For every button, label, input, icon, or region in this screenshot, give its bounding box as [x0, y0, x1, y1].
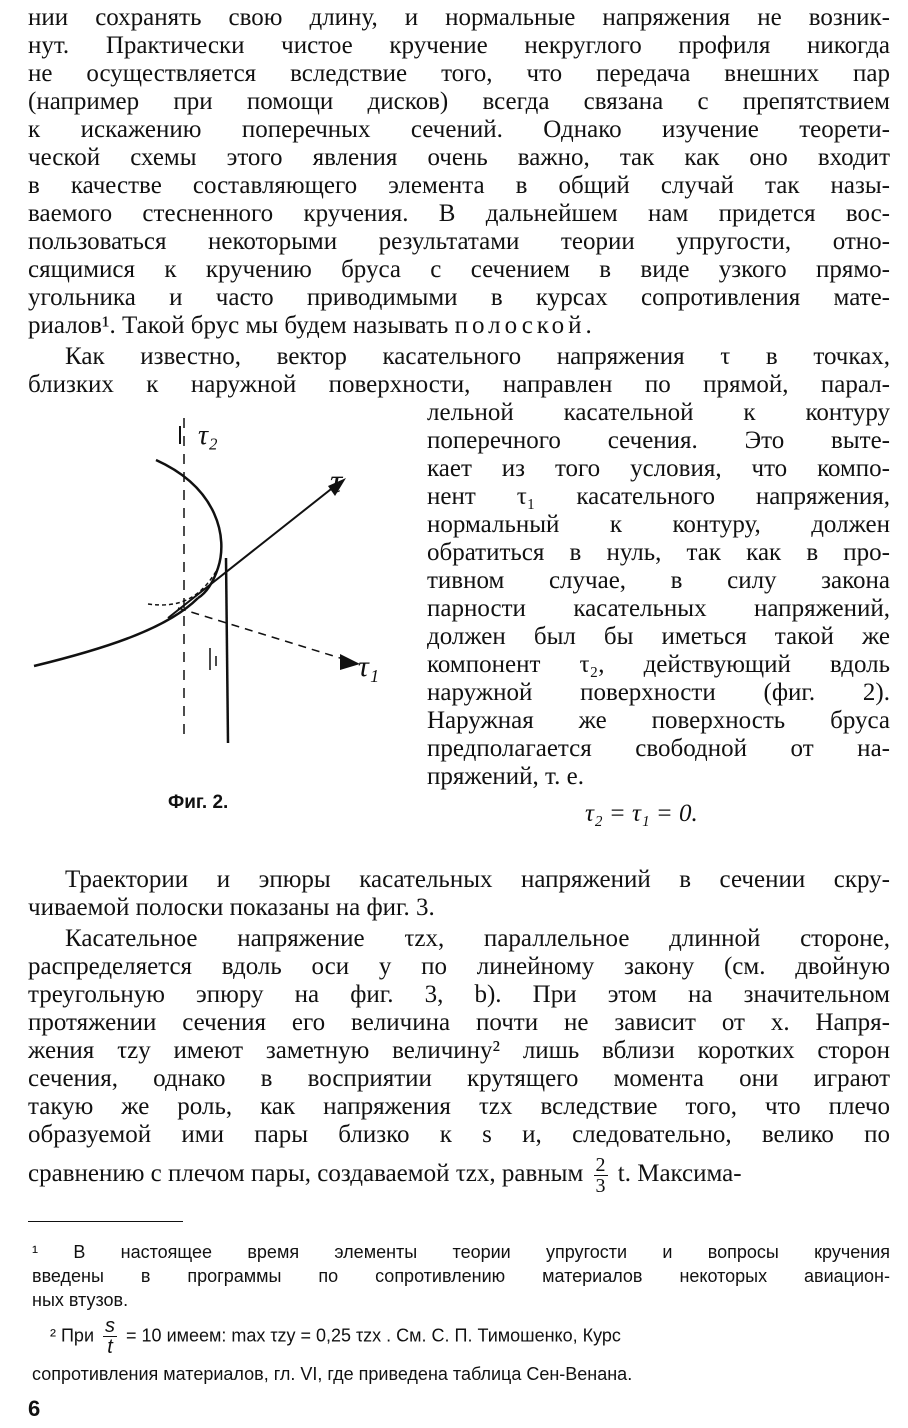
- text-line: (например при помощи дисков) всегда связана с препятствием: [28, 88, 890, 115]
- text-line: Касательное напряжение τzx, параллельное длинной стороне,: [65, 925, 890, 952]
- footnote-2-prefix: ² При: [50, 1325, 94, 1346]
- text-line: нии сохранять свою длину, и нормальные напряжения не возник-: [28, 4, 890, 31]
- text-line: к искажению поперечных сечений. Однако изучение теорети-: [28, 116, 890, 143]
- text-line: жения τzy имеют заметную величину² лишь вблизи коротких сторон: [28, 1037, 890, 1064]
- text-line: Как известно, вектор касательного напряжения τ в точках,: [65, 343, 890, 370]
- footnote-2-text: = 10 имеем: max τzy = 0,25 τzx . См. С. П. Тимошенко, Курс: [126, 1325, 621, 1346]
- text-line: [28, 312, 890, 340]
- figure-caption: Фиг. 2.: [168, 792, 229, 813]
- text-line: кает из того условия, что компо-: [427, 455, 890, 482]
- footnote-1-line: введены в программы по сопротивлению материалов некоторых авиацион-: [32, 1266, 890, 1286]
- text-line: нормальный к контуру, должен: [427, 511, 890, 538]
- text-line: нент τ₁ касательного напряжения,: [427, 483, 890, 510]
- text-line: угольника и часто приводимыми в курсах сопротивления мате-: [28, 284, 890, 311]
- text-line: сечения, однако в восприятии крутящего момента они играют: [28, 1065, 890, 1092]
- text-span: t. Максима-: [617, 1160, 742, 1188]
- footnote-2-line: [50, 1316, 621, 1357]
- text-line: образуемой ими пары близко к s и, следовательно, велико по: [28, 1121, 890, 1148]
- text-line: предполагается свободной от на-: [427, 735, 890, 762]
- fraction-numerator: s: [105, 1315, 116, 1337]
- text-line: пользоваться некоторыми результатами теории упругости, отно-: [28, 228, 890, 255]
- text-line: ческой схемы этого явления очень важно, так как оно входит: [28, 144, 890, 171]
- text-line: обратиться в нуль, так как в про-: [427, 539, 890, 566]
- text-line: Траектории и эпюры касательных напряжений в сечении скру-: [65, 866, 890, 893]
- normal-line: [226, 558, 228, 743]
- text-line: Наружная же поверхность бруса: [427, 707, 890, 734]
- fraction-two-thirds: [594, 1155, 608, 1196]
- fraction-numerator: 2: [595, 1154, 606, 1176]
- equation: τ₂ = τ₁ = 0.: [585, 800, 698, 827]
- text-line: сящимися к кручению бруса с сечением в виде узкого прямо-: [28, 256, 890, 283]
- text-line: [28, 1155, 890, 1196]
- tau1-arrowhead: [340, 654, 360, 670]
- text-line: поперечного сечения. Это выте-: [427, 427, 890, 454]
- text-line: нут. Практически чистое кручение некруглого профиля никогда: [28, 32, 890, 59]
- text-line: компонент τ₂, действующий вдоль: [427, 651, 890, 678]
- text-line: тивном случае, в силу закона: [427, 567, 890, 594]
- footnote-1-line: ¹ В настоящее время элементы теории упругости и вопросы кручения: [32, 1242, 890, 1262]
- text-line: должен был бы иметься такой же: [427, 623, 890, 650]
- fraction-s-over-t: [103, 1316, 117, 1357]
- fraction-denominator: 3: [595, 1175, 606, 1197]
- text-line: в качестве составляющего элемента в общий случай так назы-: [28, 172, 890, 199]
- tau2-label: τ₂: [198, 420, 218, 451]
- figure-2-diagram: [28, 408, 408, 748]
- tau1-label: τ₁: [358, 650, 380, 683]
- text-line: парности касательных напряжений,: [427, 595, 890, 622]
- page-number: 6: [28, 1396, 41, 1421]
- tau1-vector: [178, 608, 353, 662]
- tau-vector: [168, 482, 340, 618]
- fraction-denominator: t: [107, 1336, 113, 1358]
- text-line: распределяется вдоль оси y по линейному закону (см. двойную: [28, 953, 890, 980]
- text-line: ваемого стесненного кручения. В дальнейшем нам придется вос-: [28, 200, 890, 227]
- tau-label: τ: [330, 463, 343, 500]
- text-span: риалов¹. Такой брус мы будем называть: [28, 312, 449, 339]
- text-line: пряжений, т. е.: [427, 763, 584, 790]
- text-line: протяжении сечения его величина почти не зависит от x. Напря-: [28, 1009, 890, 1036]
- footnote-divider: [28, 1221, 183, 1222]
- footnote-2-line: сопротивления материалов, гл. VI, где приведена таблица Сен-Венана.: [32, 1364, 633, 1384]
- text-line: не осуществляется вследствие того, что передача внешних пар: [28, 60, 890, 87]
- text-line: такую же роль, как напряжения τzx вследствие того, что плечо: [28, 1093, 890, 1120]
- footnote-1-line: ных втузов.: [32, 1290, 129, 1310]
- text-line: треугольную эпюру на фиг. 3, b). При этом на значительном: [28, 981, 890, 1008]
- text-line: наружной поверхности (фиг. 2).: [427, 679, 890, 706]
- text-line: лельной касательной к контуру: [427, 399, 890, 426]
- text-span: сравнению с плечом пары, создаваемой τzx, равным: [28, 1160, 584, 1188]
- spaced-term: полоской.: [454, 312, 596, 339]
- text-line: близких к наружной поверхности, направлен по прямой, парал-: [28, 371, 890, 398]
- text-line: чиваемой полоски показаны на фиг. 3.: [28, 894, 435, 921]
- contour-lower: [34, 598, 198, 666]
